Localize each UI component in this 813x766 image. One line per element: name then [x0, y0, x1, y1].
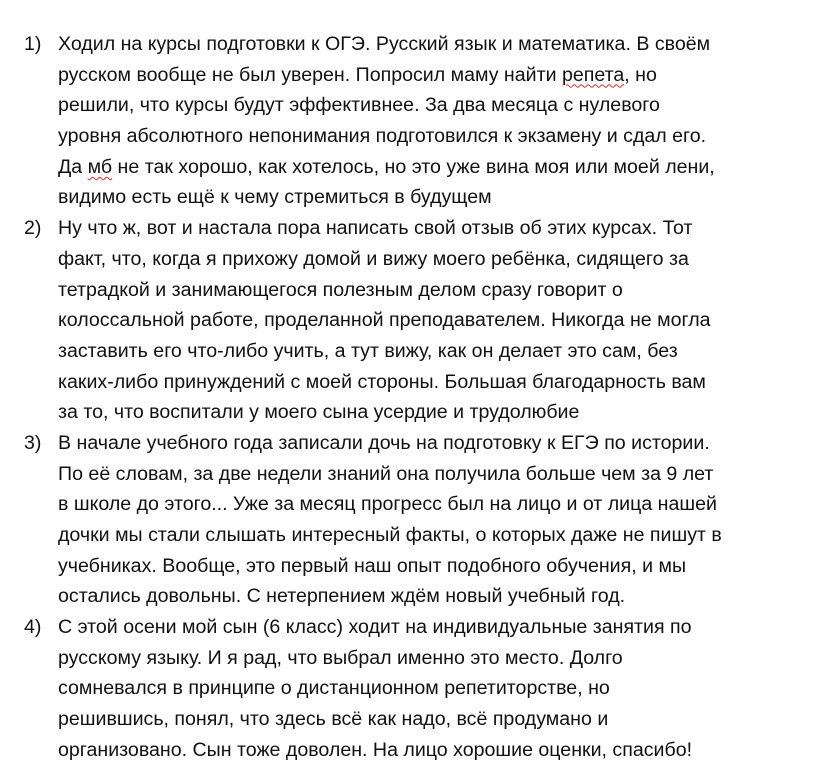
text-line: решившись, понял, что здесь всё как надо, всё продумано и [58, 708, 609, 731]
text-fragment: не так хорошо, как хотелось, но это уже вина моя или моей лени, [112, 155, 715, 178]
text-line: организовано. Сын тоже доволен. На лицо хорошие оценки, спасибо! [58, 738, 693, 761]
text-line: остались довольны. С нетерпением ждём новый учебный год. [58, 585, 626, 608]
text-line: сомневался в принципе о дистанционном репетиторстве, но [58, 677, 610, 700]
text-fragment: Да [58, 155, 88, 178]
document-body [0, 29, 813, 766]
list-item-2 [0, 213, 813, 428]
text-line: русскому языку. И я рад, что выбрал именно это место. Долго [58, 646, 623, 669]
item-number: 2) [24, 217, 42, 240]
text-line: В начале учебного года записали дочь на подготовку к ЕГЭ по истории. [58, 431, 710, 454]
spellcheck-word[interactable]: репета [561, 63, 625, 86]
list-item-1 [0, 29, 813, 213]
text-line: видимо есть ещё к чему стремиться в будущем [58, 186, 492, 209]
text-line: дочки мы стали слышать интересный факты, о которых даже не пишут в [58, 524, 722, 546]
text-line: учебниках. Вообще, это первый наш опыт подобного обучения, и мы [58, 554, 687, 577]
item-number: 1) [24, 33, 42, 55]
text-line: тетрадкой и занимающегося полезным делом сразу говорит о [58, 278, 623, 301]
item-number: 4) [24, 616, 42, 639]
text-line: Ходил на курсы подготовки к ОГЭ. Русский язык и математика. В своём [58, 33, 711, 55]
list-item-4 [0, 612, 813, 765]
text-line: заставить его что-либо учить, а тут вижу, как он делает это сам, без [58, 339, 678, 362]
text-line: за то, что воспитали у моего сына усердие и трудолюбие [58, 401, 580, 424]
text-line [58, 60, 793, 91]
spellcheck-word[interactable]: мб [87, 155, 113, 178]
text-line: факт, что, когда я прихожу домой и вижу моего ребёнка, сидящего за [58, 247, 689, 270]
text-line: решили, что курсы будут эффективнее. За два месяца с нулевого [58, 94, 660, 117]
list-item-3 [0, 428, 813, 612]
text-line: уровня абсолютного непонимания подготовился к экзамену и сдал его. [58, 125, 707, 148]
text-line: Ну что ж, вот и настала пора написать свой отзыв об этих курсах. Тот [58, 217, 693, 240]
text-line: в школе до этого... Уже за месяц прогресс был на лицо и от лица нашей [58, 493, 717, 516]
text-line: С этой осени мой сын (6 класс) ходит на индивидуальные занятия по [58, 616, 692, 639]
text-line [58, 152, 793, 183]
text-fragment: , но [624, 63, 657, 86]
text-line: По её словам, за две недели знаний она получила больше чем за 9 лет [58, 462, 714, 485]
text-line: колоссальной работе, проделанной преподавателем. Никогда не могла [58, 309, 711, 332]
item-number: 3) [24, 431, 42, 454]
text-fragment: русском вообще не был уверен. Попросил маму найти [58, 63, 562, 86]
text-line: каких-либо принуждений с моей стороны. Большая благодарность вам [58, 370, 706, 393]
